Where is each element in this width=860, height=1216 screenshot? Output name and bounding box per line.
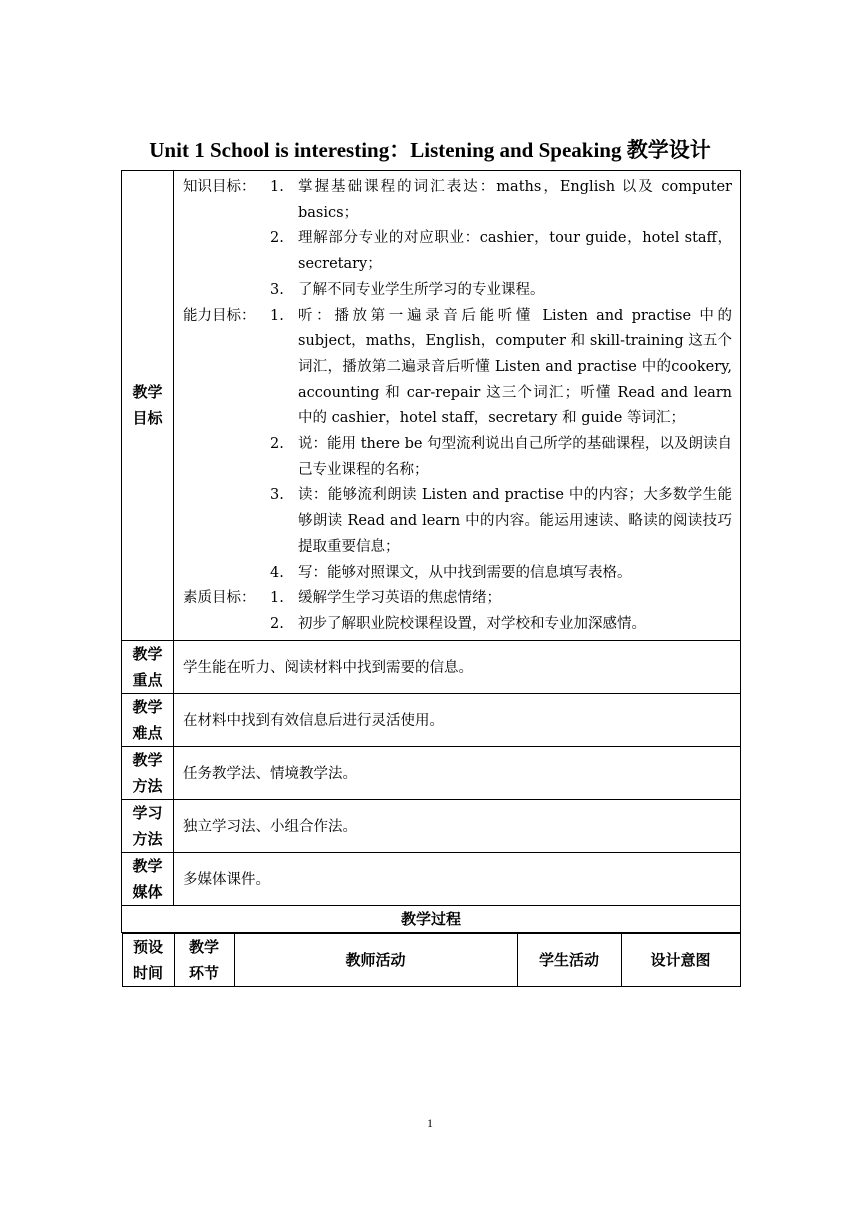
lesson-plan-table	[121, 170, 741, 987]
goal-item	[270, 175, 732, 226]
row-label: 教学 难点	[122, 693, 174, 746]
ability-goals-label: 能力目标：	[183, 307, 256, 324]
row-label: 教学 方法	[122, 746, 174, 799]
goal-item-text: 写：能够对照课文，从中找到需要的信息填写表格。	[298, 564, 632, 581]
row-label: 学习 方法	[122, 799, 174, 852]
row-label: 教学 媒体	[122, 852, 174, 905]
goal-item-number: 4.	[270, 564, 284, 581]
table-row	[122, 852, 741, 905]
goal-item-text: 了解不同专业学生所学习的专业课程。	[298, 281, 545, 298]
row-value: 多媒体课件。	[174, 852, 741, 905]
process-header-row	[122, 932, 741, 987]
goal-item-number: 1.	[270, 590, 284, 607]
header-student: 学生活动	[517, 933, 621, 986]
table-row	[122, 799, 741, 852]
row-label: 教学 重点	[122, 640, 174, 693]
goal-item	[270, 304, 732, 433]
goal-item-text: 掌握基础课程的词汇表达：maths，English 以及 computer basics；	[298, 179, 732, 221]
goal-item	[270, 226, 732, 277]
goal-item	[270, 612, 732, 638]
goal-item-text: 缓解学生学习英语的焦虑情绪；	[298, 590, 501, 607]
row-value: 在材料中找到有效信息后进行灵活使用。	[174, 693, 741, 746]
quality-goals-label: 素质目标：	[183, 590, 256, 607]
page-title: Unit 1 School is interesting：Listening and Speaking 教学设计	[149, 138, 711, 162]
goal-item-number: 3.	[270, 487, 284, 504]
header-teacher: 教师活动	[234, 933, 517, 986]
table-row	[122, 693, 741, 746]
goal-item	[270, 561, 732, 587]
goal-item-text: 理解部分专业的对应职业：cashier，tour guide，hotel staff，secretary；	[298, 230, 732, 273]
goal-item	[270, 432, 732, 483]
goal-item-text: 读：能够流利朗读 Listen and practise 中的内容；大多数学生能够朗读 Read and learn 中的内容。能运用速读、略读的阅读技巧提取重要信息；	[298, 487, 732, 555]
goal-item-number: 1.	[270, 179, 284, 195]
goal-item-number: 2.	[270, 615, 284, 632]
objectives-content	[174, 171, 741, 641]
row-value: 学生能在听力、阅读材料中找到需要的信息。	[174, 640, 741, 693]
row-value: 任务教学法、情境教学法。	[174, 746, 741, 799]
goal-item-text: 说：能用 there be 句型流利说出自己所学的基础课程，以及朗读自己专业课程的名称；	[298, 436, 732, 478]
knowledge-goals	[183, 175, 732, 304]
header-intent: 设计意图	[621, 933, 740, 986]
process-title-row	[122, 905, 741, 932]
knowledge-goals-label: 知识目标：	[183, 179, 256, 195]
row-value: 独立学习法、小组合作法。	[174, 799, 741, 852]
header-stage: 教学 环节	[174, 933, 234, 986]
goal-item	[270, 586, 732, 612]
goal-item-number: 2.	[270, 230, 284, 247]
goal-item-number: 2.	[270, 436, 284, 453]
goal-item	[270, 483, 732, 560]
header-time: 预设 时间	[122, 933, 174, 986]
goal-item-number: 1.	[270, 307, 284, 324]
process-header-table	[122, 933, 741, 987]
objectives-row	[122, 171, 741, 641]
page-number: 1	[427, 1116, 433, 1130]
ability-goals	[183, 304, 732, 587]
table-row	[122, 746, 741, 799]
goal-item	[270, 278, 732, 304]
objectives-label: 教学 目标	[122, 171, 174, 641]
goal-item-number: 3.	[270, 281, 284, 298]
goal-item-text: 听：播放第一遍录音后能听懂 Listen and practise 中的subject，maths，English，computer 和 skill-training 这五个词汇，播放第二遍录音后听懂 Listen and practise 中的cookery, accounting 和 car-repair 这三个词汇；听懂 Read and learn 中的 cashier，hotel staff，secretary 和 guide 等词汇；	[298, 307, 732, 427]
quality-goals	[183, 586, 732, 637]
process-title: 教学过程	[122, 905, 741, 932]
table-row	[122, 640, 741, 693]
goal-item-text: 初步了解职业院校课程设置，对学校和专业加深感情。	[298, 615, 646, 632]
